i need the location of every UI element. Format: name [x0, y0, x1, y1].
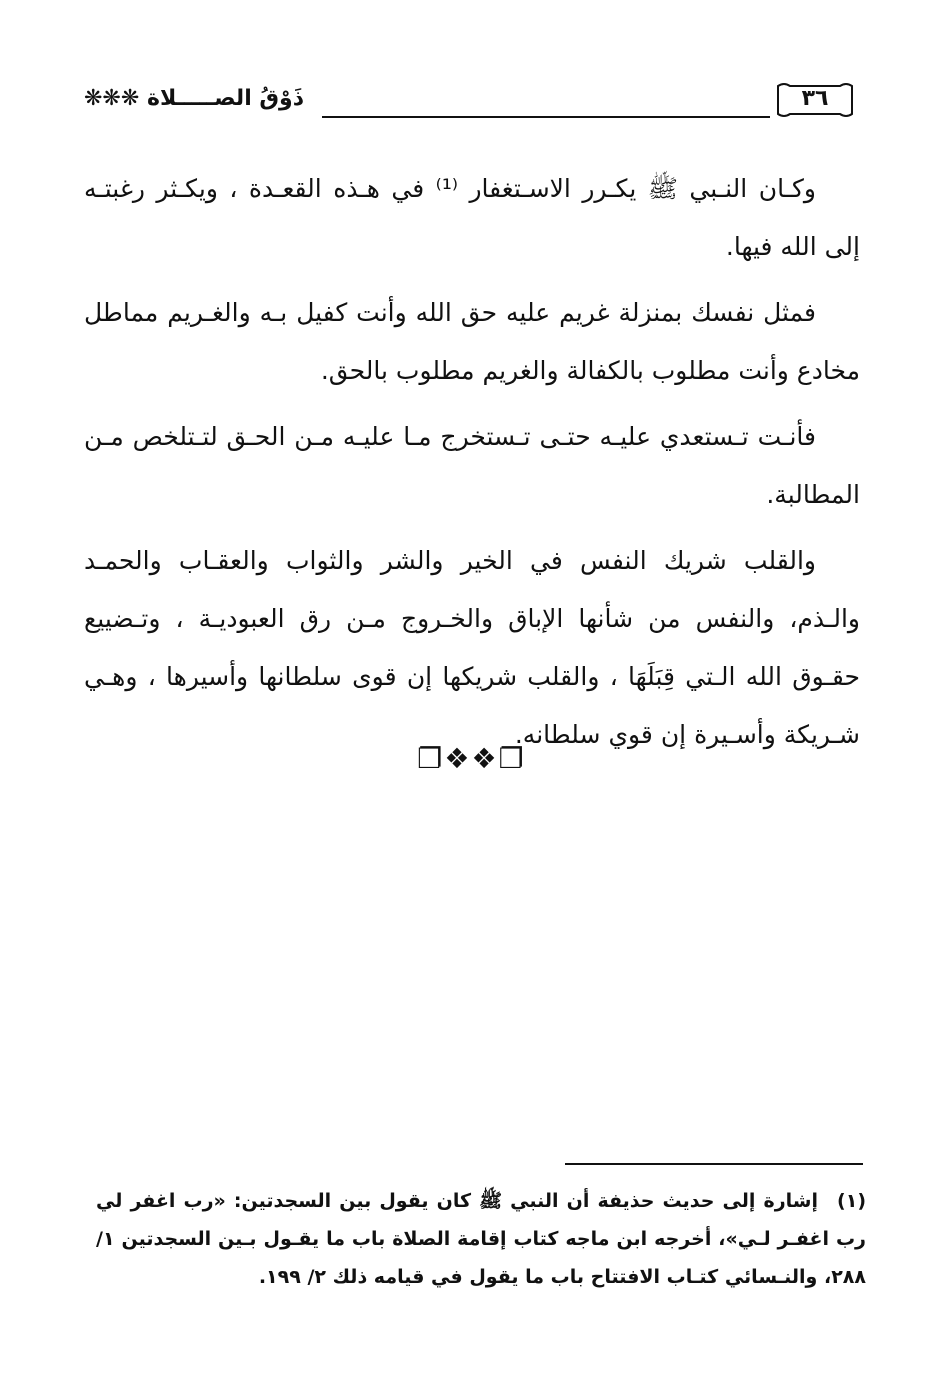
section-ornament-icon: ❐❖❖❐ [417, 742, 526, 775]
page-header [84, 80, 856, 128]
main-text [84, 160, 860, 772]
paragraph: فأنـت تـستعدي عليـه حتـى تـستخرج مـا عليـه مـن الحـق لتـتلخص مـن المطالبة. [84, 422, 860, 509]
paragraph: وكـان النـبي ﷺ يكـرر الاسـتغفار ⁽¹⁾ في هـذه القعـدة ، ويكـثر رغبتـه إلى الله فيها. [84, 174, 860, 261]
footnote-divider [565, 1163, 863, 1165]
header-divider [322, 116, 770, 118]
paragraph: فمثل نفسك بمنزلة غريم عليه حق الله وأنت كفيل بـه والغـريم مماطل مخادع وأنت مطلوب بالكفالة والغريم مطلوب بالحق. [84, 298, 860, 385]
footnote-marker: (١) [837, 1190, 866, 1212]
page-number: ٣٦ [801, 86, 829, 111]
footnote [96, 1182, 866, 1296]
footnote-text: إشارة إلى حديث حذيفة أن النبي ﷺ كان يقول بين السجدتين: «رب اغفر لي رب اغفـر لـي»، أخرجه ابن ماجه كتاب إقامة الصلاة باب ما يقـول بـين السجدتين ١/ ٢٨٨، والنـسائي كتـاب الافتتاح باب ما يقول في قيامه ذلك ٢/ ١٩٩. [96, 1190, 866, 1288]
page-title: ذَوْقُ الصـــــلاة ❋❋❋ [84, 86, 305, 111]
paragraph: والقلب شريك النفس في الخير والشر والثواب والعقـاب والحمـد والـذم، والنفس من شأنها الإباق والخـروج مـن رق العبوديـة ، وتـضييع حقـوق الله الـتي قِبَلَهَا ، والقلب شريكها إن قوى سلطانها وأسيرها ، وهـي شـريكة وأسـيرة إن قوي سلطانه. [84, 546, 860, 749]
page-number-frame [774, 80, 856, 120]
